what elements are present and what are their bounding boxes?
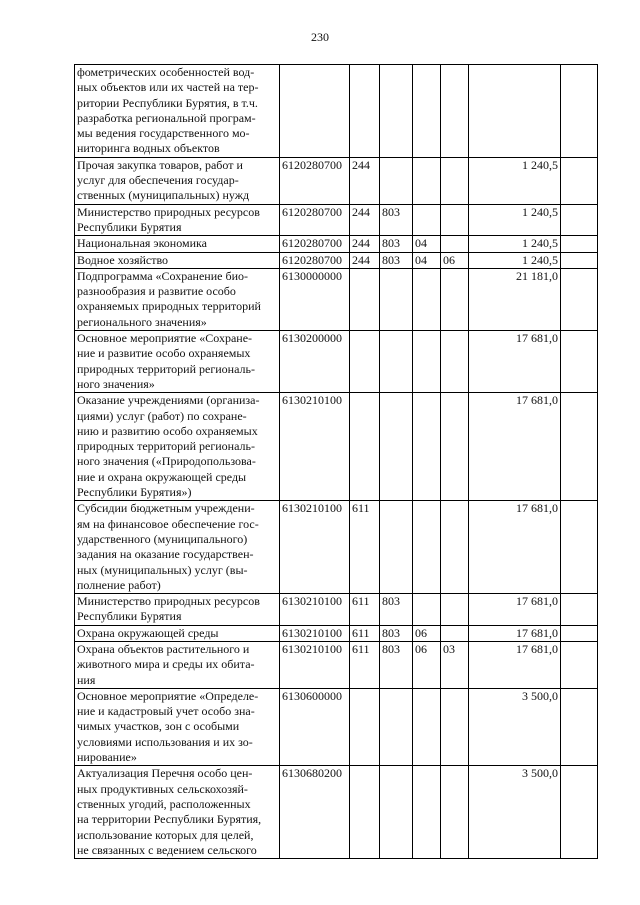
cell-amount: 17 681,0: [469, 501, 561, 594]
cell-ministry-code: 803: [380, 252, 413, 268]
cell-target-article: 6130600000: [280, 688, 350, 765]
cell-subsection: [441, 204, 469, 236]
cell-section: [413, 157, 441, 204]
cell-target-article: 6130210100: [280, 393, 350, 501]
cell-description: Подпрограмма «Сохранение био- разнообразия и развитие особо охраняемых природных территорий регионального значения»: [75, 268, 280, 330]
cell-section: [413, 204, 441, 236]
cell-subsection: [441, 594, 469, 626]
cell-description: Актуализация Перечня особо цен- ных продуктивных сельскохозяй- ственных угодий, расположенных на территории Республики Бурятия, использование которых для целей, не связанных с ведением сельского: [75, 766, 280, 859]
cell-description: фометрических особенностей вод- ных объектов или их частей на тер- ритории Республики Бурятия, в т.ч. разработка региональной програм- мы ведения государственного мо- ниторинга водных объектов: [75, 65, 280, 158]
cell-expense-type: [350, 766, 380, 859]
cell-subsection: 06: [441, 252, 469, 268]
cell-subsection: 03: [441, 641, 469, 688]
cell-description: Министерство природных ресурсов Республики Бурятия: [75, 204, 280, 236]
cell-section: 04: [413, 236, 441, 252]
table-row: [75, 766, 598, 859]
table-row: [75, 236, 598, 252]
cell-target-article: 6120280700: [280, 157, 350, 204]
cell-extra: [561, 393, 598, 501]
cell-target-article: 6130210100: [280, 594, 350, 626]
table-row: [75, 157, 598, 204]
cell-subsection: [441, 331, 469, 393]
cell-subsection: [441, 393, 469, 501]
cell-target-article: 6130210100: [280, 625, 350, 641]
cell-extra: [561, 65, 598, 158]
cell-amount: [469, 65, 561, 158]
cell-section: [413, 393, 441, 501]
cell-ministry-code: 803: [380, 594, 413, 626]
cell-ministry-code: [380, 268, 413, 330]
cell-extra: [561, 688, 598, 765]
cell-amount: 17 681,0: [469, 594, 561, 626]
cell-section: [413, 65, 441, 158]
cell-expense-type: 611: [350, 501, 380, 594]
cell-expense-type: 611: [350, 625, 380, 641]
cell-target-article: 6130200000: [280, 331, 350, 393]
cell-amount: 17 681,0: [469, 331, 561, 393]
cell-description: Охрана окружающей среды: [75, 625, 280, 641]
table-row: [75, 65, 598, 158]
cell-ministry-code: [380, 688, 413, 765]
cell-subsection: [441, 625, 469, 641]
cell-amount: 1 240,5: [469, 252, 561, 268]
cell-amount: 3 500,0: [469, 766, 561, 859]
page-number: 230: [311, 30, 329, 44]
cell-extra: [561, 157, 598, 204]
cell-section: [413, 331, 441, 393]
cell-target-article: 6130210100: [280, 501, 350, 594]
cell-ministry-code: 803: [380, 204, 413, 236]
cell-extra: [561, 331, 598, 393]
cell-target-article: 6120280700: [280, 236, 350, 252]
cell-expense-type: [350, 393, 380, 501]
cell-section: 06: [413, 641, 441, 688]
cell-subsection: [441, 501, 469, 594]
cell-target-article: 6130680200: [280, 766, 350, 859]
cell-amount: 17 681,0: [469, 641, 561, 688]
cell-target-article: 6130000000: [280, 268, 350, 330]
cell-amount: 1 240,5: [469, 157, 561, 204]
cell-subsection: [441, 65, 469, 158]
cell-expense-type: [350, 688, 380, 765]
cell-expense-type: 611: [350, 594, 380, 626]
cell-subsection: [441, 766, 469, 859]
cell-expense-type: 244: [350, 236, 380, 252]
cell-ministry-code: [380, 65, 413, 158]
cell-expense-type: [350, 268, 380, 330]
table-row: [75, 594, 598, 626]
table-row: [75, 252, 598, 268]
cell-subsection: [441, 268, 469, 330]
table-row: [75, 625, 598, 641]
cell-section: [413, 766, 441, 859]
table-row: [75, 331, 598, 393]
budget-table: [74, 64, 598, 859]
cell-section: [413, 688, 441, 765]
cell-section: 04: [413, 252, 441, 268]
cell-extra: [561, 252, 598, 268]
cell-description: Прочая закупка товаров, работ и услуг для обеспечения государ- ственных (муниципальных) нужд: [75, 157, 280, 204]
cell-extra: [561, 641, 598, 688]
cell-target-article: 6130210100: [280, 641, 350, 688]
cell-section: [413, 268, 441, 330]
table-row: [75, 501, 598, 594]
cell-description: Оказание учреждениями (организа- циями) услуг (работ) по сохране- нию и развитию особо охраняемых природных территорий региональ- ного значения («Природопользова- ние и охрана окружающей среды Республики Бурятия»): [75, 393, 280, 501]
cell-description: Водное хозяйство: [75, 252, 280, 268]
cell-section: [413, 501, 441, 594]
cell-ministry-code: 803: [380, 236, 413, 252]
cell-ministry-code: [380, 393, 413, 501]
cell-extra: [561, 236, 598, 252]
cell-description: Субсидии бюджетным учреждени- ям на финансовое обеспечение гос- ударственного (муниципального) задания на оказание государствен- ных (муниципальных) услуг (вы- полнение работ): [75, 501, 280, 594]
cell-ministry-code: [380, 766, 413, 859]
cell-ministry-code: [380, 331, 413, 393]
cell-extra: [561, 625, 598, 641]
cell-target-article: 6120280700: [280, 204, 350, 236]
cell-expense-type: 611: [350, 641, 380, 688]
cell-extra: [561, 204, 598, 236]
cell-description: Основное мероприятие «Сохране- ние и развитие особо охраняемых природных территорий региональ- ного значения»: [75, 331, 280, 393]
cell-extra: [561, 501, 598, 594]
cell-subsection: [441, 157, 469, 204]
table-row: [75, 688, 598, 765]
cell-extra: [561, 268, 598, 330]
cell-expense-type: 244: [350, 252, 380, 268]
table-row: [75, 268, 598, 330]
table-row: [75, 393, 598, 501]
cell-target-article: [280, 65, 350, 158]
cell-amount: 17 681,0: [469, 625, 561, 641]
cell-expense-type: [350, 65, 380, 158]
table-row: [75, 204, 598, 236]
cell-ministry-code: [380, 501, 413, 594]
cell-expense-type: [350, 331, 380, 393]
cell-subsection: [441, 688, 469, 765]
cell-expense-type: 244: [350, 204, 380, 236]
cell-amount: 17 681,0: [469, 393, 561, 501]
cell-amount: 1 240,5: [469, 236, 561, 252]
cell-extra: [561, 766, 598, 859]
cell-expense-type: 244: [350, 157, 380, 204]
cell-extra: [561, 594, 598, 626]
cell-ministry-code: [380, 157, 413, 204]
cell-amount: 21 181,0: [469, 268, 561, 330]
cell-description: Основное мероприятие «Определе- ние и кадастровый учет особо зна- чимых участков, зон с особыми условиями использования и их зо- нирование»: [75, 688, 280, 765]
cell-ministry-code: 803: [380, 641, 413, 688]
budget-table-body: [75, 65, 598, 859]
cell-section: [413, 594, 441, 626]
cell-description: Охрана объектов растительного и животного мира и среды их обита- ния: [75, 641, 280, 688]
cell-description: Национальная экономика: [75, 236, 280, 252]
cell-description: Министерство природных ресурсов Республики Бурятия: [75, 594, 280, 626]
cell-amount: 1 240,5: [469, 204, 561, 236]
cell-subsection: [441, 236, 469, 252]
cell-section: 06: [413, 625, 441, 641]
cell-amount: 3 500,0: [469, 688, 561, 765]
cell-target-article: 6120280700: [280, 252, 350, 268]
cell-ministry-code: 803: [380, 625, 413, 641]
table-row: [75, 641, 598, 688]
